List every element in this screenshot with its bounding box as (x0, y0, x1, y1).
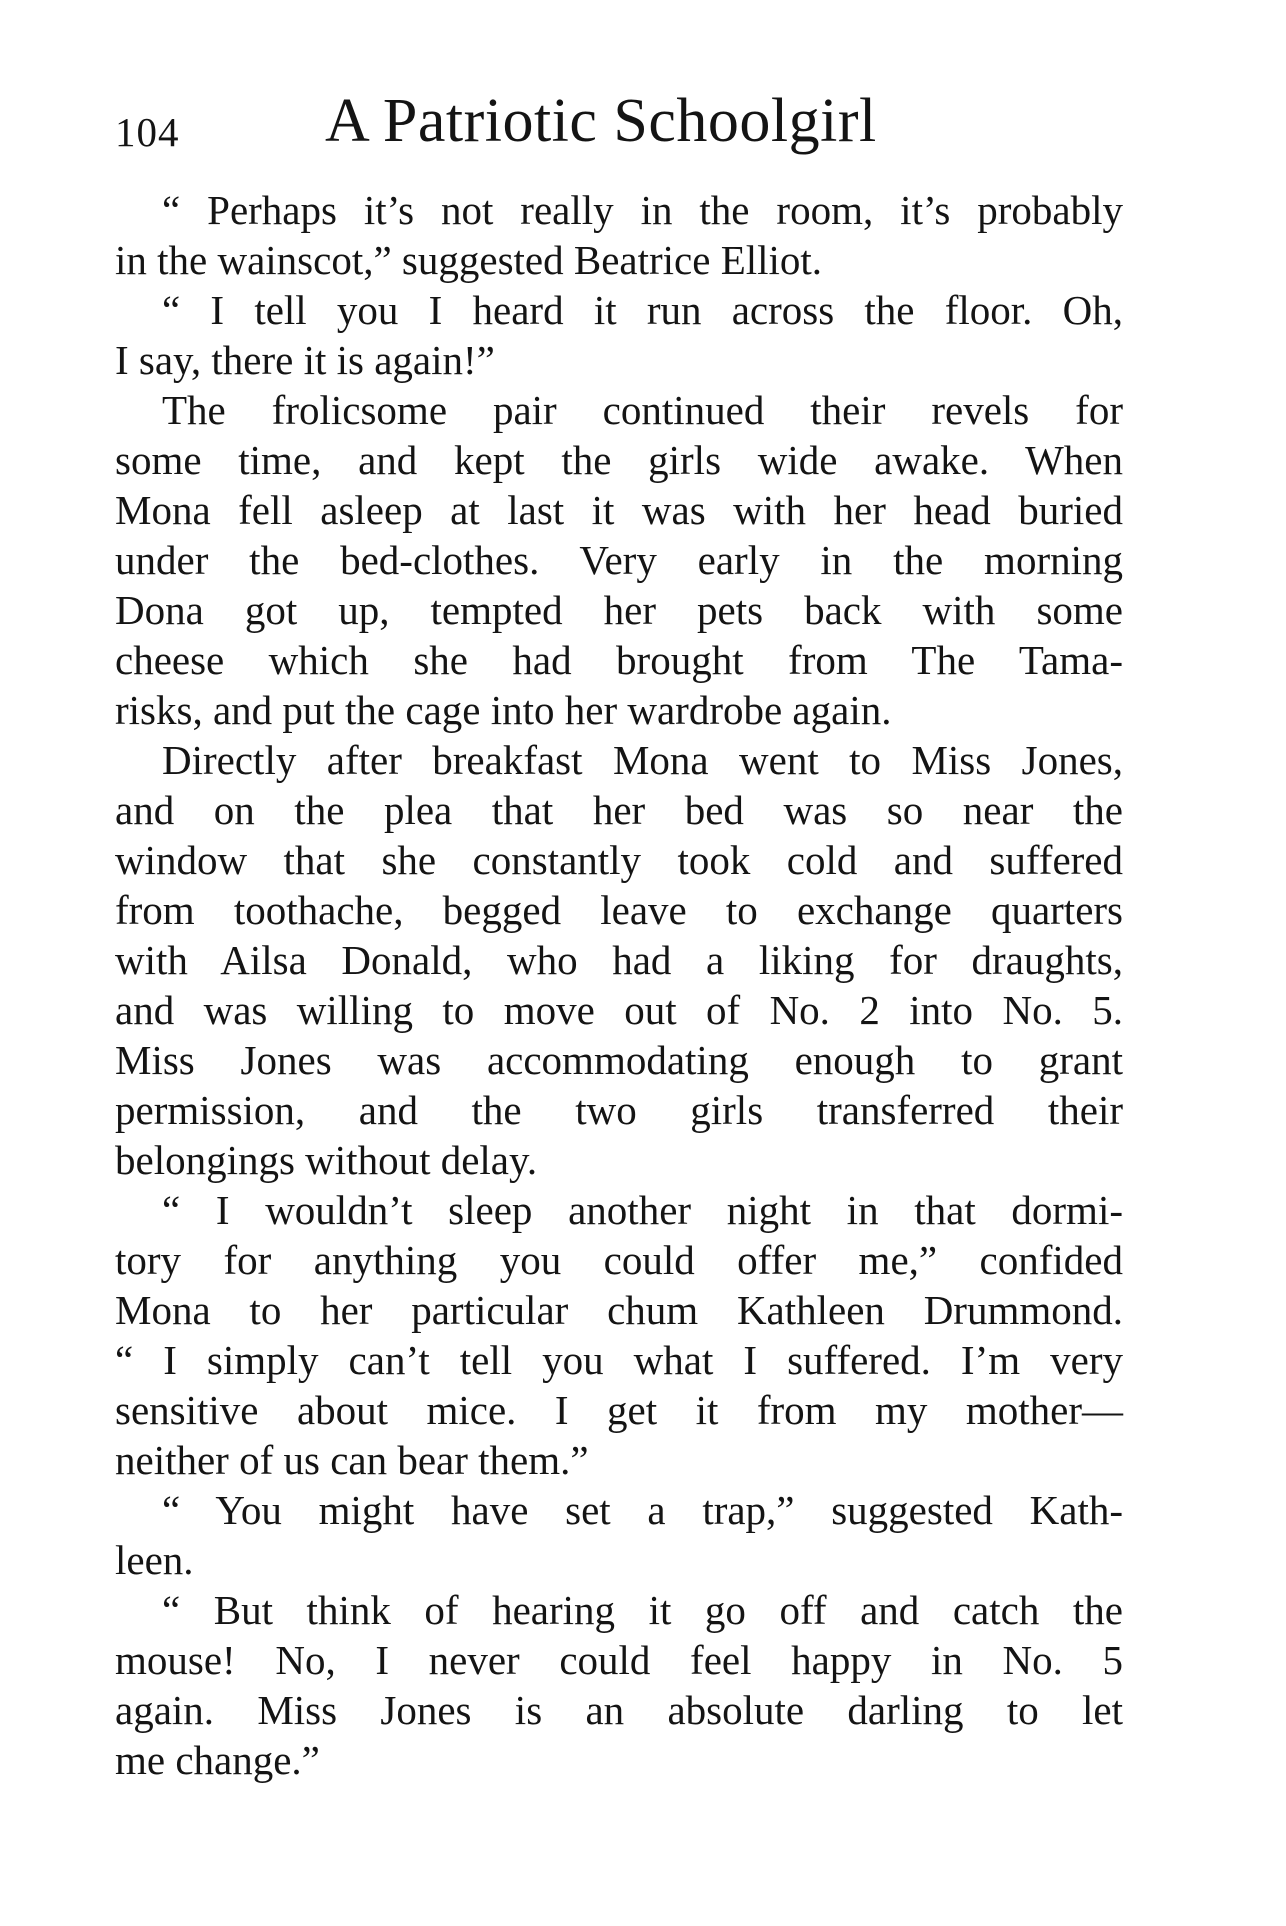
text-line: window that she constantly took cold and suffered (115, 837, 1123, 883)
text-line: neither of us can bear them.” (115, 1437, 589, 1483)
text-line: Mona fell asleep at last it was with her head buried (115, 487, 1123, 533)
text-line: risks, and put the cage into her wardrobe again. (115, 687, 892, 733)
text-line: again. Miss Jones is an absolute darling to let (115, 1687, 1123, 1733)
text-line: belongings without delay. (115, 1137, 538, 1183)
text-line: leen. (115, 1537, 194, 1583)
text-line: I say, there it is again!” (115, 337, 495, 383)
text-line: “ I simply can’t tell you what I suffered. I’m very (115, 1337, 1123, 1383)
text-line: in the wainscot,” suggested Beatrice Elliot. (115, 237, 823, 283)
text-line: Miss Jones was accommodating enough to grant (115, 1037, 1123, 1083)
text-line: permission, and the two girls transferred their (115, 1087, 1123, 1133)
text-line: “ But think of hearing it go off and catch the (162, 1587, 1123, 1633)
text-line: sensitive about mice. I get it from my mother— (115, 1387, 1123, 1433)
text-line: and was willing to move out of No. 2 into No. 5. (115, 987, 1123, 1033)
body-text (115, 185, 1123, 1785)
text-line: Mona to her particular chum Kathleen Drummond. (115, 1287, 1123, 1333)
book-title: A Patriotic Schoolgirl (325, 87, 877, 155)
text-line: “ Perhaps it’s not really in the room, it’s probably (162, 187, 1123, 233)
text-line: tory for anything you could offer me,” confided (115, 1237, 1123, 1283)
running-head (115, 86, 1125, 166)
text-line: with Ailsa Donald, who had a liking for draughts, (115, 937, 1123, 983)
text-line: mouse! No, I never could feel happy in No. 5 (115, 1637, 1123, 1683)
text-line: some time, and kept the girls wide awake. When (115, 437, 1123, 483)
text-line: cheese which she had brought from The Tama- (115, 637, 1123, 683)
text-line: “ I tell you I heard it run across the floor. Oh, (162, 287, 1123, 333)
text-line: Dona got up, tempted her pets back with some (115, 587, 1123, 633)
text-line: Directly after breakfast Mona went to Miss Jones, (162, 737, 1123, 783)
text-line: “ You might have set a trap,” suggested Kath- (162, 1487, 1123, 1533)
text-line: The frolicsome pair continued their revels for (162, 387, 1123, 433)
text-line: “ I wouldn’t sleep another night in that dormi- (162, 1187, 1123, 1233)
text-line: under the bed-clothes. Very early in the morning (115, 537, 1123, 583)
text-line: and on the plea that her bed was so near the (115, 787, 1123, 833)
page-number: 104 (115, 109, 180, 155)
text-line: me change.” (115, 1737, 320, 1783)
text-line: from toothache, begged leave to exchange quarters (115, 887, 1123, 933)
